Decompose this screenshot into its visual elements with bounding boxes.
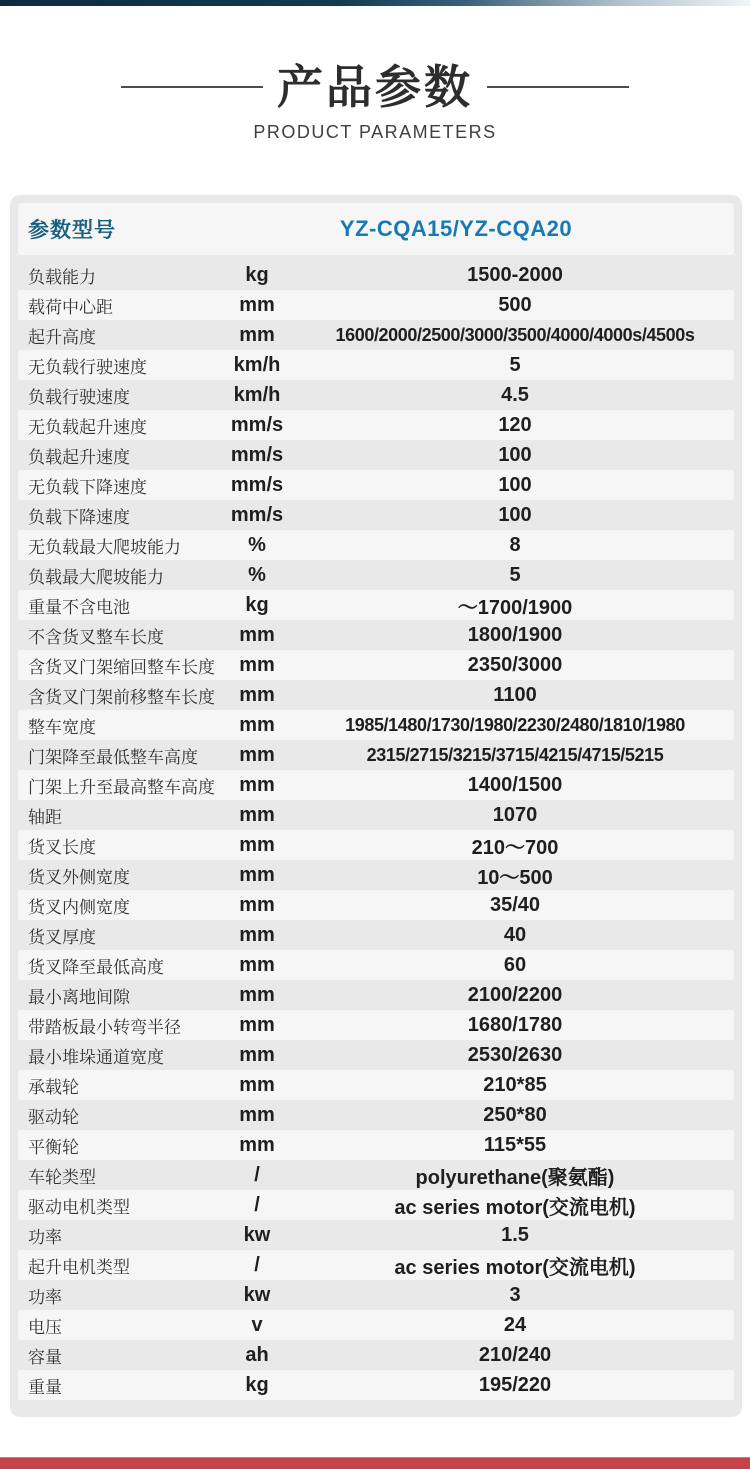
page-subtitle: PRODUCT PARAMETERS: [253, 122, 497, 142]
parameter-name: 起升电机类型: [28, 1257, 130, 1277]
parameter-unit: mm/s: [230, 413, 284, 436]
table-row: [18, 680, 734, 710]
parameter-value: 2100/2200: [467, 983, 563, 1006]
parameter-name: 无负载行驶速度: [28, 357, 147, 377]
parameter-name: 轴距: [28, 807, 62, 827]
parameter-value: 1.5: [501, 1223, 529, 1246]
table-row: [18, 1070, 734, 1100]
table-body: [18, 260, 734, 1400]
parameters-card: [10, 195, 742, 1417]
parameter-value: 210/240: [478, 1343, 552, 1366]
parameter-unit: /: [254, 1193, 260, 1216]
parameter-value: 10～500: [477, 866, 553, 889]
table-row: [18, 290, 734, 320]
parameter-name: 货叉长度: [28, 837, 96, 857]
table-row: [18, 740, 734, 770]
parameter-name: 起升高度: [28, 327, 96, 347]
table-row: [18, 890, 734, 920]
table-row: [18, 500, 734, 530]
parameter-unit: /: [254, 1163, 260, 1186]
table-header-model: YZ-CQA15/YZ-CQA20: [339, 216, 573, 241]
parameter-unit: mm: [239, 983, 275, 1006]
parameter-name: 载荷中心距: [28, 297, 113, 317]
parameter-unit: mm: [239, 293, 275, 316]
parameter-name: 负载最大爬坡能力: [28, 567, 164, 587]
parameter-unit: mm/s: [230, 473, 284, 496]
parameter-value: 5: [509, 353, 521, 376]
parameter-unit: km/h: [233, 383, 281, 406]
top-accent-bar: [0, 0, 750, 6]
parameter-name: 门架上升至最高整车高度: [28, 777, 215, 797]
parameter-unit: mm/s: [230, 443, 284, 466]
parameter-unit: mm: [239, 713, 275, 736]
table-header-label: 参数型号: [28, 219, 116, 242]
parameter-value: 210～700: [471, 836, 559, 859]
parameter-unit: mm/s: [230, 503, 284, 526]
parameter-unit: mm: [239, 1043, 275, 1066]
parameter-value: 100: [498, 473, 532, 496]
parameter-unit: kw: [243, 1223, 271, 1246]
parameter-value: 1800/1900: [467, 623, 563, 646]
title-block: [0, 58, 750, 143]
parameter-value: 1600/2000/2500/3000/3500/4000/4000s/4500s: [335, 324, 695, 345]
parameter-name: 驱动电机类型: [28, 1197, 130, 1217]
parameter-unit: km/h: [233, 353, 281, 376]
parameter-name: 负载下降速度: [28, 507, 130, 527]
table-row: [18, 590, 734, 620]
table-row: [18, 530, 734, 560]
table-row: [18, 350, 734, 380]
parameter-value: polyurethane(聚氨酯): [415, 1166, 615, 1189]
parameter-name: 无负载起升速度: [28, 417, 147, 437]
parameter-value: 1400/1500: [467, 773, 563, 796]
parameter-unit: mm: [239, 953, 275, 976]
parameter-unit: %: [248, 533, 266, 556]
table-row: [18, 800, 734, 830]
table-row: [18, 1100, 734, 1130]
table-row: [18, 380, 734, 410]
parameter-value: 2530/2630: [467, 1043, 563, 1066]
table-row: [18, 1010, 734, 1040]
parameter-value: 2315/2715/3215/3715/4215/4715/5215: [366, 744, 664, 765]
parameter-unit: mm: [239, 683, 275, 706]
parameter-value: 40: [503, 923, 527, 946]
table-row: [18, 1250, 734, 1280]
parameter-value: 500: [498, 293, 532, 316]
parameter-unit: %: [248, 563, 266, 586]
table-row: [18, 710, 734, 740]
table-row: [18, 1310, 734, 1340]
parameter-name: 无负载最大爬坡能力: [28, 537, 181, 557]
parameter-value: 24: [503, 1313, 527, 1336]
table-row: [18, 1220, 734, 1250]
table-row: [18, 770, 734, 800]
bottom-accent-bar: [0, 1457, 750, 1469]
parameter-unit: mm: [239, 623, 275, 646]
table-row: [18, 1040, 734, 1070]
table-row: [18, 920, 734, 950]
parameter-name: 驱动轮: [28, 1107, 79, 1127]
parameter-name: 重量不含电池: [28, 597, 130, 617]
table-row: [18, 1130, 734, 1160]
parameter-value: 100: [498, 443, 532, 466]
parameter-value: 1070: [492, 803, 538, 826]
parameter-unit: mm: [239, 1013, 275, 1036]
parameter-name: 车轮类型: [28, 1167, 96, 1187]
table-row: [18, 830, 734, 860]
parameter-unit: ah: [245, 1343, 269, 1366]
parameter-unit: mm: [239, 773, 275, 796]
parameter-unit: kw: [243, 1283, 271, 1306]
parameter-unit: kg: [245, 593, 269, 616]
parameter-value: 120: [498, 413, 532, 436]
table-row: [18, 1370, 734, 1400]
table-row: [18, 470, 734, 500]
parameter-value: 195/220: [478, 1373, 552, 1396]
parameter-value: 5: [509, 563, 521, 586]
parameter-name: 负载行驶速度: [28, 387, 130, 407]
parameter-unit: mm: [239, 1133, 275, 1156]
parameter-unit: mm: [239, 743, 275, 766]
table-row: [18, 1160, 734, 1190]
parameter-unit: /: [254, 1253, 260, 1276]
parameter-value: 100: [498, 503, 532, 526]
parameter-value: ac series motor(交流电机): [394, 1256, 636, 1279]
parameter-name: 货叉厚度: [28, 927, 96, 947]
parameter-unit: mm: [239, 323, 275, 346]
parameter-name: 容量: [28, 1347, 62, 1367]
table-row: [18, 650, 734, 680]
parameter-name: 负载起升速度: [28, 447, 130, 467]
parameter-name: 功率: [28, 1227, 62, 1247]
parameter-unit: kg: [245, 1373, 269, 1396]
page-title: 产品参数: [277, 61, 473, 113]
parameter-name: 最小堆垛通道宽度: [28, 1047, 164, 1067]
parameter-unit: v: [251, 1313, 263, 1336]
parameter-value: ～1700/1900: [457, 596, 573, 619]
parameter-unit: mm: [239, 833, 275, 856]
parameter-value: 1985/1480/1730/1980/2230/2480/1810/1980: [345, 714, 685, 735]
parameter-unit: mm: [239, 1103, 275, 1126]
parameter-unit: mm: [239, 893, 275, 916]
parameter-value: 35/40: [489, 893, 541, 916]
parameter-value: 60: [503, 953, 527, 976]
parameter-value: 4.5: [501, 383, 529, 406]
parameter-name: 平衡轮: [28, 1137, 79, 1157]
parameter-unit: mm: [239, 803, 275, 826]
parameter-name: 无负载下降速度: [28, 477, 147, 497]
table-row: [18, 980, 734, 1010]
parameter-name: 含货叉门架缩回整车长度: [28, 657, 215, 677]
parameter-value: ac series motor(交流电机): [394, 1196, 636, 1219]
parameter-name: 承载轮: [28, 1077, 79, 1097]
table-row: [18, 950, 734, 980]
parameter-name: 货叉外侧宽度: [28, 867, 130, 887]
parameter-name: 最小离地间隙: [28, 987, 130, 1007]
title-line-left: [121, 86, 263, 88]
table-row: [18, 860, 734, 890]
parameter-value: 3: [509, 1283, 521, 1306]
table-header-row: [18, 203, 734, 255]
parameter-value: 1100: [493, 683, 537, 706]
parameter-name: 货叉降至最低高度: [28, 957, 164, 977]
parameter-unit: mm: [239, 923, 275, 946]
parameter-name: 功率: [28, 1287, 62, 1307]
parameter-name: 含货叉门架前移整车长度: [28, 687, 215, 707]
parameter-name: 重量: [28, 1377, 62, 1397]
parameter-unit: mm: [239, 863, 275, 886]
table-row: [18, 1280, 734, 1310]
parameter-value: 210*85: [483, 1073, 547, 1096]
parameter-value: 115*55: [483, 1133, 547, 1156]
table-row: [18, 260, 734, 290]
table-row: [18, 620, 734, 650]
parameter-value: 250*80: [483, 1103, 547, 1126]
parameter-value: 8: [509, 533, 521, 556]
table-row: [18, 1340, 734, 1370]
parameter-name: 不含货叉整车长度: [28, 627, 164, 647]
table-row: [18, 1190, 734, 1220]
parameter-name: 带踏板最小转弯半径: [28, 1017, 181, 1037]
title-line-right: [487, 86, 629, 88]
table-row: [18, 440, 734, 470]
parameter-unit: kg: [245, 263, 269, 286]
table-row: [18, 320, 734, 350]
parameter-name: 电压: [28, 1317, 62, 1337]
parameter-unit: mm: [239, 653, 275, 676]
parameter-value: 1500-2000: [467, 263, 563, 286]
parameter-unit: mm: [239, 1073, 275, 1096]
parameter-name: 整车宽度: [28, 717, 96, 737]
parameter-name: 负载能力: [28, 267, 96, 287]
parameter-name: 货叉内侧宽度: [28, 897, 130, 917]
table-row: [18, 560, 734, 590]
table-row: [18, 410, 734, 440]
parameter-name: 门架降至最低整车高度: [28, 747, 198, 767]
parameter-value: 1680/1780: [467, 1013, 563, 1036]
parameter-value: 2350/3000: [467, 653, 563, 676]
